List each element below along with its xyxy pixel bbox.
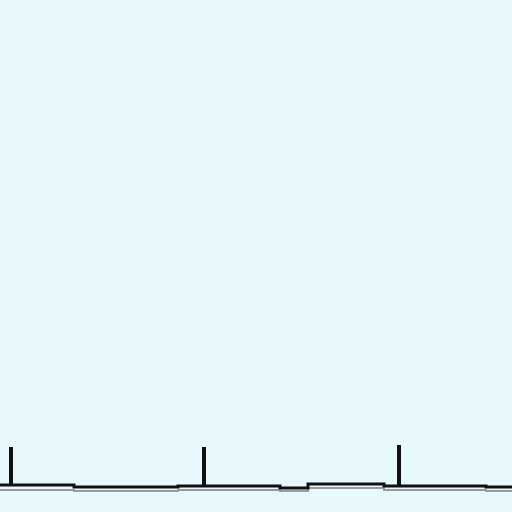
- tick-mark: [202, 447, 206, 487]
- tick-mark: [397, 445, 401, 486]
- tick-mark: [9, 447, 13, 486]
